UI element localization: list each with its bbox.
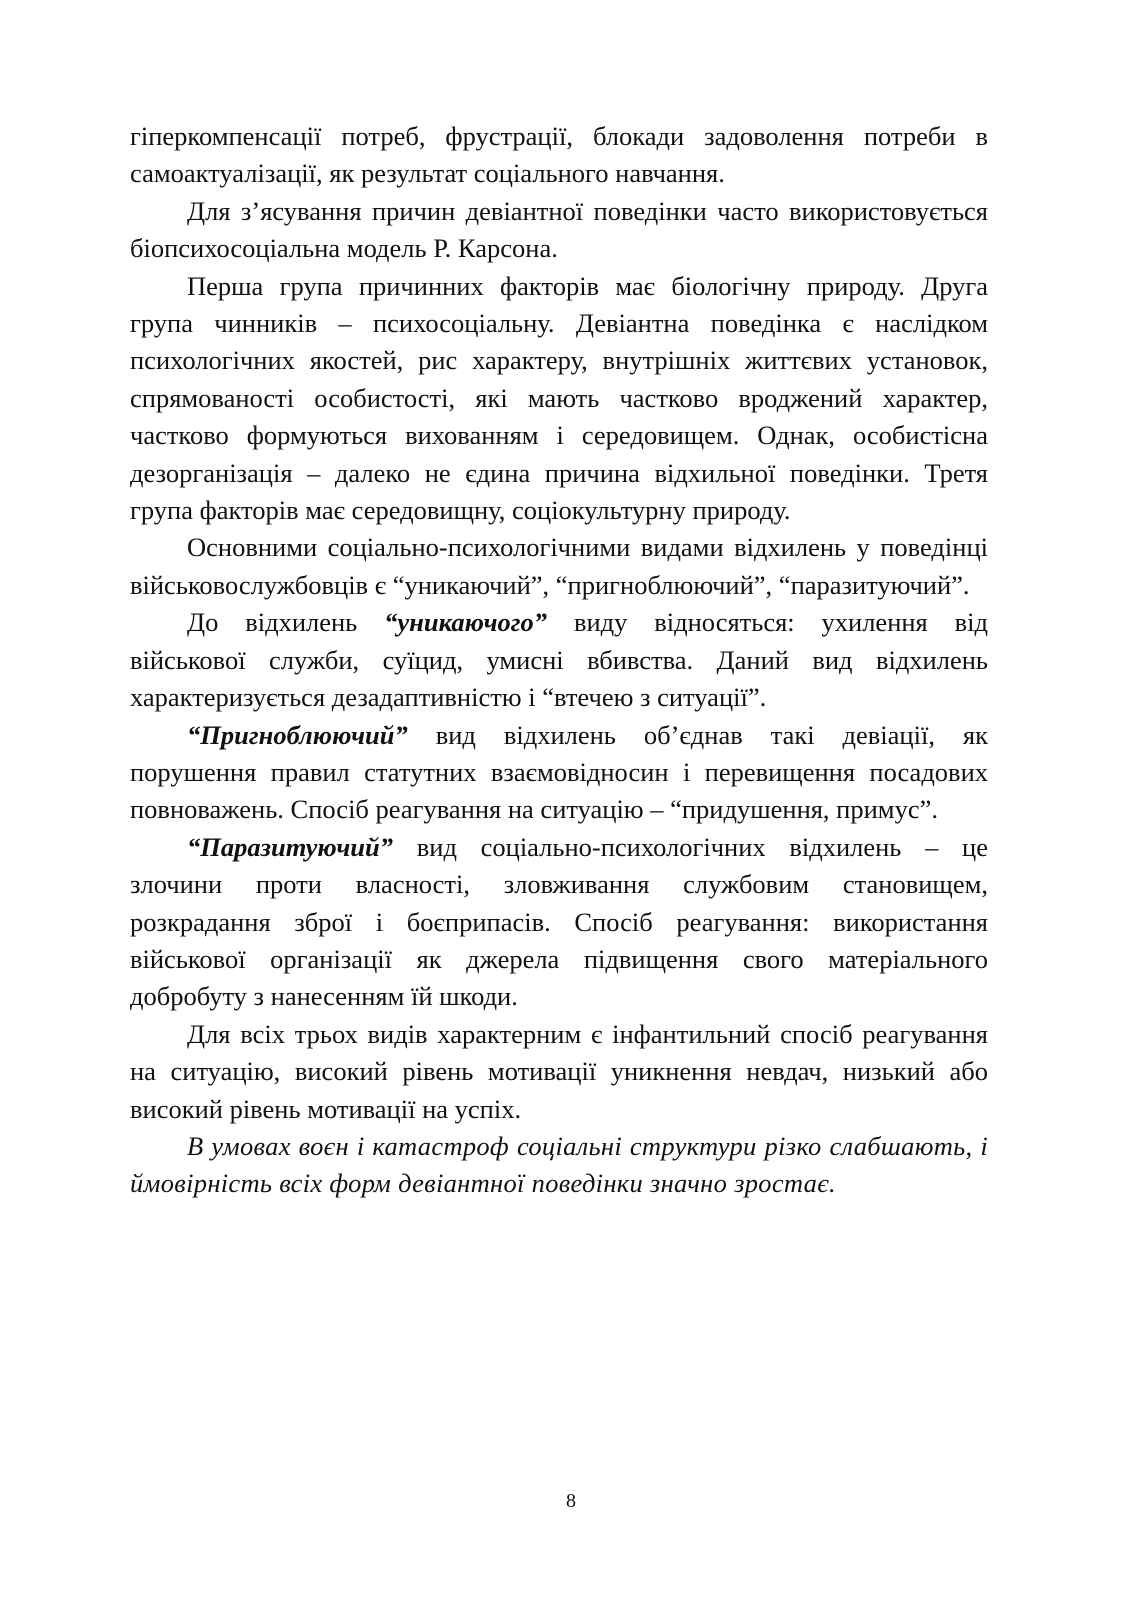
paragraph-9-italic-conclusion <box>130 1128 988 1203</box>
emphasis-term-avoiding: “уникаючого” <box>384 607 548 638</box>
emphasis-term-parasitic: “Паразитуючий” <box>187 831 394 862</box>
paragraph-4 <box>130 529 988 604</box>
paragraph-text: вид відхилень об’єднав такі девіації, як порушення правил статутних взаємовідносин і перевищення посадових повноважень. Спосіб реагування на ситуацію – “придушення, примус”. <box>130 719 988 825</box>
body-text <box>130 118 988 1203</box>
paragraph-1 <box>130 118 988 193</box>
emphasis-term-oppressing: “Пригноблюючий” <box>187 719 408 750</box>
paragraph-text: гіперкомпенсації потреб, фрустрації, блокади задоволення потреби в самоактуалізації, як результат соціального навчання. <box>130 121 988 189</box>
page-number: 8 <box>566 1490 576 1512</box>
paragraph-text: В умовах воєн і катастроф соціальні структури різко слабшають, і ймовірність всіх форм девіантної поведінки значно зростає. <box>130 1130 988 1199</box>
paragraph-text: Перша група причинних факторів має біологічну природу. Друга група чинників – психосоціальну. Девіантна поведінка є наслідком психологічних якостей, рис характеру, внутрішніх життєвих установок, спрямованості особистості, які мають частково вроджений характер, частково формуються вихованням і середовищем. Однак, особистісна дезорганізація – далеко не єдина причина відхильної поведінки. Третя група факторів має середовищну, соціокультурну природу. <box>130 270 988 526</box>
paragraph-text: виду відносяться: ухилення від військової служби, суїцид, умисні вбивства. Даний вид відхилень характеризується дезадаптивністю і “втечею з ситуації”. <box>130 607 988 713</box>
paragraph-2 <box>130 193 988 268</box>
paragraph-text: Для з’ясування причин девіантної поведінки часто використовується біопсихосоціальна модель Р. Карсона. <box>130 195 988 264</box>
paragraph-3 <box>130 268 988 530</box>
paragraph-text: До відхилень <box>187 607 385 638</box>
paragraph-8 <box>130 1016 988 1128</box>
paragraph-text: вид соціально-психологічних відхилень – це злочини проти власності, зловживання службовим становищем, розкрадання зброї і боєприпасів. Спосіб реагування: використання військової організації як джерела підвищення свого матеріального добробуту з нанесенням їй шкоди. <box>130 831 988 1012</box>
paragraph-text: Основними соціально-психологічними видами відхилень у поведінці військовослужбовців є “уникаючий”, “пригноблюючий”, “паразитуючий”. <box>130 532 988 600</box>
paragraph-text: Для всіх трьох видів характерним є інфантильний спосіб реагування на ситуацію, високий рівень мотивації уникнення невдач, низький або високий рівень мотивації на успіх. <box>130 1018 988 1124</box>
paragraph-7 <box>130 829 988 1016</box>
paragraph-6 <box>130 717 988 829</box>
paragraph-5 <box>130 604 988 716</box>
